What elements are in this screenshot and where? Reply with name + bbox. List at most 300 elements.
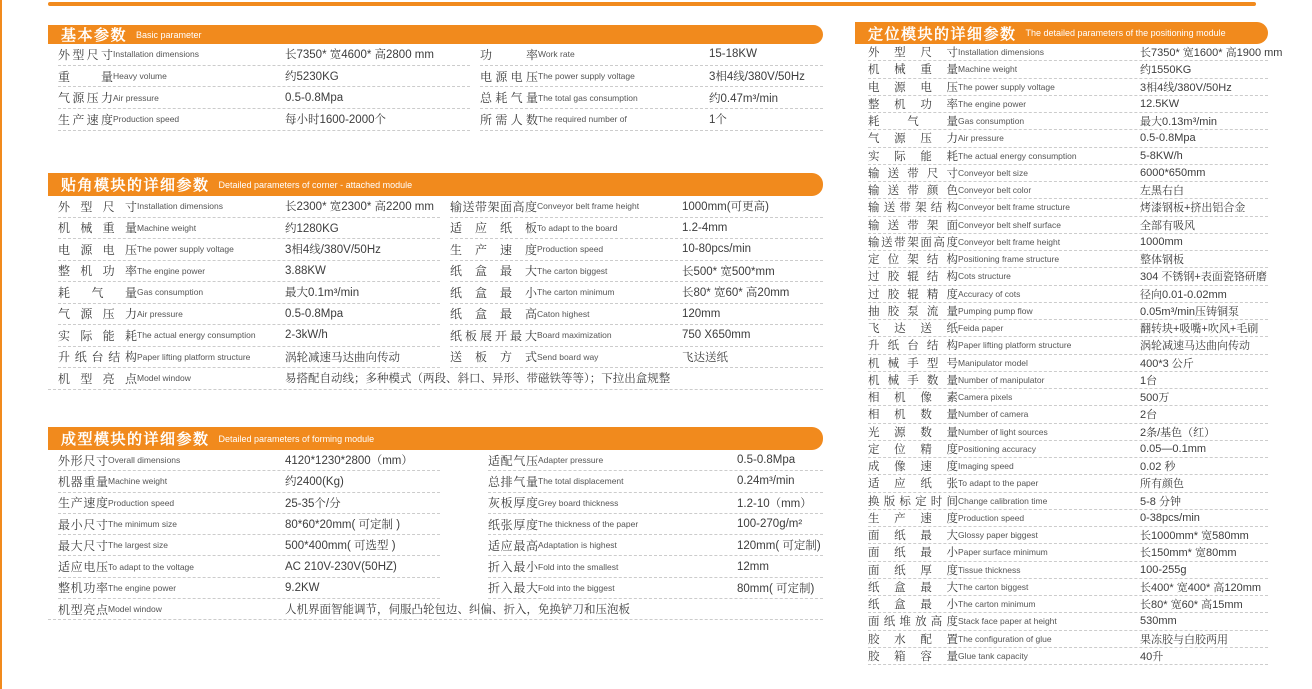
spec-row: [450, 196, 823, 218]
param-value: 3相4线/380V/50Hz: [1140, 81, 1232, 94]
spec-row: [868, 113, 1268, 130]
param-value: 0.05m³/min压铸铜泵: [1140, 305, 1240, 318]
param-value: 约1550KG: [1140, 64, 1192, 77]
section-body: [48, 196, 823, 368]
spec-row: [58, 66, 470, 88]
param-label-zh: 胶水配置: [868, 633, 958, 646]
param-value: 0-38pcs/min: [1140, 511, 1200, 524]
spec-row: [488, 578, 823, 599]
param-value: 飞达送纸: [682, 351, 728, 364]
section-positioning-module: [855, 22, 1283, 665]
spec-row: [488, 450, 823, 471]
spec-row: [868, 355, 1268, 372]
spec-row: [58, 218, 440, 240]
spec-row: [58, 325, 440, 347]
param-value: 长150mm* 宽80mm: [1140, 547, 1237, 560]
spec-row: [868, 337, 1268, 354]
param-label-en: Work rate: [538, 49, 575, 60]
spec-row: [868, 613, 1268, 630]
spec-row: [868, 406, 1268, 423]
spec-row: [868, 562, 1268, 579]
param-label-zh: 输送带架结构: [868, 202, 958, 215]
param-label-zh: 机械重量: [868, 64, 958, 77]
param-label-zh: 升纸台结构: [58, 350, 137, 365]
spec-row: [868, 527, 1268, 544]
spec-row: [58, 239, 440, 261]
param-label-zh: 折入最大: [488, 581, 538, 596]
param-label-en: The engine power: [108, 582, 177, 593]
param-label-en: Tissue thickness: [958, 564, 1021, 575]
param-label-zh: 整机功率: [58, 581, 108, 596]
param-label-zh: 机械手型号: [868, 357, 958, 370]
param-label-en: The carton biggest: [537, 265, 608, 276]
param-label-en: The actual energy consumption: [958, 150, 1077, 161]
param-label-en: Paper lifting platform structure: [137, 351, 251, 362]
param-value: 10-80pcs/min: [682, 243, 752, 256]
param-label-zh: 所需人数: [480, 112, 538, 127]
param-value: 750 X650mm: [682, 329, 751, 342]
param-label-zh: 电源电压: [58, 242, 137, 257]
spec-row: [450, 304, 823, 326]
spec-row: [58, 87, 470, 109]
param-value: 1.2-10（mm）: [737, 497, 812, 510]
spec-row: [450, 218, 823, 240]
section-header: [48, 25, 823, 44]
spec-row: [868, 130, 1268, 147]
param-value: 500*400mm( 可选型 ): [285, 540, 396, 553]
param-label-zh: 机型亮点: [58, 602, 108, 617]
param-label-zh: 气源压力: [868, 133, 958, 146]
param-label-en: Heavy volume: [113, 71, 167, 82]
param-value: 1000mm(可更高): [682, 201, 769, 214]
spec-row: [58, 471, 440, 492]
param-label-en: Stack face paper at height: [958, 616, 1057, 627]
param-value: 0.5-0.8Mpa: [1140, 132, 1196, 145]
param-label-en: Gas consumption: [958, 116, 1025, 127]
spec-row-model-highlight: [48, 599, 823, 620]
param-value: 500万: [1140, 392, 1170, 405]
param-value: 长400* 宽400* 高120mm: [1140, 581, 1262, 594]
param-value: 12mm: [737, 560, 769, 573]
spec-row: [480, 66, 823, 88]
spec-row: [868, 648, 1268, 665]
param-label-zh: 外型尺寸: [58, 199, 137, 214]
param-column-right: [440, 450, 823, 599]
spec-row: [868, 441, 1268, 458]
param-label-zh: 机械手数量: [868, 374, 958, 387]
param-value: 530mm: [1140, 615, 1177, 628]
param-label-zh: 生产速度: [58, 496, 108, 511]
param-label-en: Number of camera: [958, 409, 1029, 420]
param-value: 0.5-0.8Mpa: [737, 454, 796, 467]
spec-row: [868, 389, 1268, 406]
param-label-en: Caton highest: [537, 308, 590, 319]
param-value: 1台: [1140, 374, 1158, 387]
param-label-en: The engine power: [137, 265, 206, 276]
param-label-en: Send board way: [537, 351, 599, 362]
param-value: 120mm( 可定制): [737, 540, 821, 553]
spec-row: [58, 261, 440, 283]
spec-row: [480, 87, 823, 109]
param-value: 1000mm: [1140, 235, 1183, 248]
spec-row: [868, 510, 1268, 527]
spec-row: [868, 96, 1268, 113]
param-value: 约0.47m³/min: [709, 92, 779, 105]
spec-row: [58, 556, 440, 577]
param-label-zh: 纸盒最小: [868, 599, 958, 612]
spec-row: [58, 493, 440, 514]
param-value: 80*60*20mm( 可定制 ): [285, 519, 401, 532]
param-value: 100-270g/m²: [737, 518, 803, 531]
param-label-zh: 纸张厚度: [488, 517, 538, 532]
param-label-zh: 适应电压: [58, 560, 108, 575]
param-label-zh: 胶箱容量: [868, 650, 958, 663]
spec-row: [868, 424, 1268, 441]
param-label-en: Model window: [108, 604, 162, 615]
param-label-zh: 功率: [480, 47, 538, 62]
param-value: 烤漆钢板+挤出铝合金: [1140, 202, 1246, 215]
param-label-zh: 折入最小: [488, 560, 538, 575]
param-value: 全部有吸风: [1140, 219, 1195, 232]
param-label-en: Glue tank capacity: [958, 650, 1028, 661]
param-value: 左黑右白: [1140, 185, 1184, 198]
top-accent-line: [48, 2, 1256, 6]
param-value: 所有颜色: [1140, 478, 1184, 491]
param-label-en: Glossy paper biggest: [958, 530, 1038, 541]
spec-row: [868, 631, 1268, 648]
param-label-en: The power supply voltage: [958, 81, 1055, 92]
param-value: 0.05—0.1mm: [1140, 442, 1207, 455]
param-label-en: Installation dimensions: [958, 47, 1044, 58]
param-label-en: Installation dimensions: [113, 49, 199, 60]
param-label-en: Model window: [137, 373, 191, 384]
param-label-zh: 电源电压: [480, 69, 538, 84]
param-value: 400*3 公斤: [1140, 357, 1194, 370]
param-label-zh: 输送带颜色: [868, 185, 958, 198]
param-label-zh: 定位精度: [868, 443, 958, 456]
spec-row: [868, 303, 1268, 320]
param-value: 4120*1230*2800（mm）: [285, 455, 413, 468]
param-label-en: Number of manipulator: [958, 374, 1045, 385]
param-label-zh: 外形尺寸: [58, 453, 108, 468]
param-label-en: The minimum size: [108, 519, 177, 530]
param-value: 0.5-0.8Mpa: [285, 91, 344, 104]
param-value: 2条/基色（红）: [1140, 426, 1216, 439]
param-label-en: Board maximization: [537, 330, 612, 341]
section-title-en: Basic parameter: [136, 29, 202, 40]
spec-row: [58, 44, 470, 66]
spec-row: [868, 44, 1283, 61]
spec-row: [868, 79, 1268, 96]
param-label-zh: 升纸台结构: [868, 340, 958, 353]
param-label-zh: 耗气量: [58, 285, 137, 300]
param-value: 6000*650mm: [1140, 166, 1206, 179]
param-label-zh: 生产速度: [58, 112, 113, 127]
param-label-zh: 气源压力: [58, 91, 113, 106]
param-label-zh: 输送带尺寸: [868, 167, 958, 180]
param-label-zh: 灰板厚度: [488, 496, 538, 511]
param-value: 5-8KW/h: [1140, 149, 1183, 162]
param-label-en: Conveyor belt size: [958, 167, 1028, 178]
param-label-en: Cots structure: [958, 271, 1011, 282]
param-label-en: The power supply voltage: [137, 244, 234, 255]
param-label-zh: 纸盒最大: [450, 264, 537, 279]
param-label-en: Production speed: [537, 244, 604, 255]
param-value: 5-8 分钟: [1140, 495, 1181, 508]
param-label-zh: 光源数量: [868, 426, 958, 439]
param-label-zh: 纸盒最小: [450, 285, 537, 300]
param-label-en: Production speed: [108, 497, 175, 508]
param-label-en: Fold into the smallest: [538, 561, 619, 572]
param-label-en: Machine weight: [137, 222, 197, 233]
param-label-zh: 实际能耗: [58, 328, 137, 343]
param-label-en: The configuration of glue: [958, 633, 1052, 644]
param-value: 1个: [709, 114, 727, 127]
spec-row: [58, 109, 470, 131]
param-value: 人机界面智能调节，伺服凸轮包边、纠偏、折入，免换铲刀和压泡板: [285, 604, 630, 617]
param-label-en: Conveyor belt color: [958, 185, 1032, 196]
spec-row: [868, 148, 1268, 165]
param-label-zh: 最小尺寸: [58, 517, 108, 532]
spec-row: [488, 556, 823, 577]
param-label-zh: 机器重量: [58, 474, 108, 489]
spec-row: [868, 199, 1268, 216]
spec-row: [868, 475, 1268, 492]
param-value: 最大0.1m³/min: [285, 287, 360, 300]
param-label-en: Conveyor belt frame structure: [958, 202, 1070, 213]
param-label-zh: 换版标定时间: [868, 495, 958, 508]
param-label-zh: 输送带架面高度: [450, 199, 537, 214]
spec-row: [868, 268, 1268, 285]
param-value: 长2300* 宽2300* 高2200 mm: [285, 201, 434, 214]
param-label-zh: 生产速度: [450, 242, 537, 257]
param-label-en: Camera pixels: [958, 392, 1013, 403]
param-label-zh: 抽胶泵流量: [868, 305, 958, 318]
param-label-zh: 纸盒最高: [450, 307, 537, 322]
section-body: [48, 450, 823, 599]
section-title-zh: 成型模块的详细参数: [61, 431, 210, 448]
section-header: [855, 22, 1268, 44]
param-label-en: The largest size: [108, 540, 168, 551]
param-label-zh: 适应最高: [488, 538, 538, 553]
param-label-zh: 外型尺寸: [868, 47, 958, 60]
left-accent-line: [0, 0, 2, 689]
spec-row: [58, 578, 440, 599]
section-title-en: Detailed parameters of corner - attached module: [218, 179, 413, 190]
spec-row: [868, 234, 1268, 251]
section-corner-module: [48, 173, 823, 390]
param-label-zh: 相机像素: [868, 392, 958, 405]
param-value: AC 210V-230V(50HZ): [285, 560, 397, 573]
param-label-en: The engine power: [958, 98, 1027, 109]
param-value: 最大0.13m³/min: [1140, 116, 1218, 129]
param-label-en: Machine weight: [958, 64, 1018, 75]
param-label-zh: 外型尺寸: [58, 47, 113, 62]
param-value: 涡轮减速马达曲向传动: [285, 351, 400, 364]
param-value: 果冻胶与白胶两用: [1140, 633, 1228, 646]
param-label-en: Conveyor belt frame height: [537, 201, 640, 212]
spec-row: [868, 493, 1268, 510]
param-label-zh: 机型亮点: [58, 371, 137, 386]
param-value: 长80* 宽60* 高20mm: [682, 287, 790, 300]
param-label-en: The carton minimum: [537, 287, 615, 298]
param-value: 3.88KW: [285, 264, 326, 277]
param-label-en: Overall dimensions: [108, 455, 181, 466]
spec-row: [58, 347, 440, 369]
param-label-zh: 机械重量: [58, 221, 137, 236]
spec-row: [488, 535, 823, 556]
spec-row: [450, 239, 823, 261]
param-value: 涡轮减速马达曲向传动: [1140, 340, 1250, 353]
param-label-en: Fold into the biggest: [538, 582, 615, 593]
param-label-en: The carton biggest: [958, 581, 1029, 592]
spec-row: [58, 535, 440, 556]
param-value: 整体钢板: [1140, 254, 1184, 267]
param-label-en: Gas consumption: [137, 287, 204, 298]
param-label-zh: 适配气压: [488, 453, 538, 468]
param-value: 长7350* 宽1600* 高1900 mm: [1140, 47, 1283, 60]
param-label-en: Conveyor belt frame height: [958, 236, 1061, 247]
section-header: [48, 427, 823, 450]
param-label-zh: 面纸厚度: [868, 564, 958, 577]
param-label-zh: 面纸堆放高度: [868, 616, 958, 629]
param-label-zh: 整机功率: [58, 264, 137, 279]
spec-row: [868, 544, 1268, 561]
param-value: 2台: [1140, 409, 1158, 422]
spec-row: [868, 165, 1268, 182]
param-label-zh: 生产速度: [868, 512, 958, 525]
param-label-zh: 飞达送纸: [868, 323, 958, 336]
spec-row: [868, 251, 1268, 268]
spec-row-model-highlight: [48, 368, 823, 390]
param-column-right: [440, 196, 823, 368]
param-label-en: To adapt to the voltage: [108, 561, 195, 572]
param-label-en: Air pressure: [137, 308, 183, 319]
param-label-zh: 气源压力: [58, 307, 137, 322]
param-label-en: Adapter pressure: [538, 455, 604, 466]
param-column-left: [48, 450, 440, 599]
spec-row: [450, 325, 823, 347]
section-header: [48, 173, 823, 196]
param-label-en: Imaging speed: [958, 461, 1014, 472]
param-column-right: [470, 44, 823, 131]
spec-row: [58, 304, 440, 326]
section-title-zh: 定位模块的详细参数: [868, 25, 1017, 43]
spec-row: [868, 320, 1268, 337]
spec-row: [868, 596, 1268, 613]
param-label-en: Production speed: [958, 512, 1025, 523]
param-label-en: The actual energy consumption: [137, 330, 256, 341]
spec-row: [58, 282, 440, 304]
param-value: 3相4线/380V/50Hz: [709, 71, 805, 84]
spec-row: [450, 347, 823, 369]
param-label-en: Accuracy of cots: [958, 288, 1021, 299]
param-label-en: Machine weight: [108, 476, 168, 487]
param-value: 翻转块+吸嘴+吹风+毛刷: [1140, 323, 1259, 336]
param-value: 12.5KW: [1140, 97, 1180, 110]
param-label-zh: 面纸最大: [868, 530, 958, 543]
param-label-en: The thickness of the paper: [538, 519, 639, 530]
param-value: 约2400(Kg): [285, 476, 344, 489]
param-label-en: Installation dimensions: [137, 201, 223, 212]
param-value: 0.5-0.8Mpa: [285, 307, 344, 320]
param-column: [855, 44, 1283, 665]
param-label-zh: 成像速度: [868, 461, 958, 474]
section-title-zh: 贴角模块的详细参数: [61, 177, 210, 194]
param-label-en: Adaptation is highest: [538, 540, 617, 551]
param-value: 100-255g: [1140, 563, 1187, 576]
param-value: 9.2KW: [285, 581, 320, 594]
param-label-zh: 总耗气量: [480, 91, 538, 106]
spec-row: [450, 282, 823, 304]
param-label-en: Production speed: [113, 114, 180, 125]
param-label-zh: 输送带架面高度: [868, 236, 958, 249]
param-label-zh: 整机功率: [868, 98, 958, 111]
param-label-zh: 纸盒最大: [868, 581, 958, 594]
param-label-zh: 电源电压: [868, 81, 958, 94]
param-label-en: The carton minimum: [958, 599, 1036, 610]
param-label-zh: 过胶辊精度: [868, 288, 958, 301]
section-forming-module: [48, 427, 823, 620]
param-label-en: Paper surface minimum: [958, 547, 1048, 558]
param-label-zh: 耗气量: [868, 116, 958, 129]
param-label-zh: 纸板展开最大: [450, 328, 537, 343]
param-value: 120mm: [682, 307, 721, 320]
param-value: 长7350* 宽4600* 高2800 mm: [285, 49, 434, 62]
spec-row: [450, 261, 823, 283]
section-title-en: Detailed parameters of forming module: [218, 433, 375, 444]
param-label-en: Manipulator model: [958, 357, 1028, 368]
param-label-en: To adapt to the board: [537, 222, 618, 233]
param-label-zh: 重量: [58, 69, 113, 84]
spec-row: [868, 182, 1268, 199]
param-value: 0.02 秒: [1140, 461, 1176, 474]
param-value: 15-18KW: [709, 48, 757, 61]
spec-row: [480, 109, 823, 131]
param-label-zh: 输送带架面: [868, 219, 958, 232]
param-label-zh: 相机数量: [868, 409, 958, 422]
spec-row: [868, 217, 1268, 234]
param-value: 25-35个/分: [285, 497, 341, 510]
param-value: 每小时1600-2000个: [285, 114, 386, 127]
param-value: 304 不锈钢+表面瓷铬研磨: [1140, 271, 1267, 284]
param-label-zh: 定位架结构: [868, 254, 958, 267]
spec-row: [480, 44, 823, 66]
spec-row: [868, 286, 1268, 303]
spec-row: [488, 493, 823, 514]
param-label-en: The power supply voltage: [538, 71, 635, 82]
param-label-en: The total gas consumption: [538, 92, 638, 103]
param-label-zh: 最大尺寸: [58, 538, 108, 553]
param-value: 80mm( 可定制): [737, 582, 815, 595]
param-label-en: Number of light sources: [958, 426, 1048, 437]
param-label-en: Air pressure: [958, 133, 1004, 144]
param-label-en: The total displacement: [538, 476, 624, 487]
param-label-zh: 送板方式: [450, 350, 537, 365]
param-label-en: Change calibration time: [958, 495, 1048, 506]
param-value: 约5230KG: [285, 71, 339, 84]
param-value: 易搭配自动线；多种模式（两段、斜口、异形、带磁铁等等）；下拉出盒规整: [285, 373, 671, 386]
param-label-zh: 适应纸板: [450, 221, 537, 236]
param-label-en: Positioning accuracy: [958, 443, 1036, 454]
param-value: 2-3kW/h: [285, 329, 328, 342]
param-value: 3相4线/380V/50Hz: [285, 244, 381, 257]
param-label-en: Grey board thickness: [538, 497, 619, 508]
param-value: 40升: [1140, 650, 1164, 663]
param-label-en: The required number of: [538, 114, 627, 125]
spec-row: [868, 372, 1268, 389]
spec-row: [488, 471, 823, 492]
